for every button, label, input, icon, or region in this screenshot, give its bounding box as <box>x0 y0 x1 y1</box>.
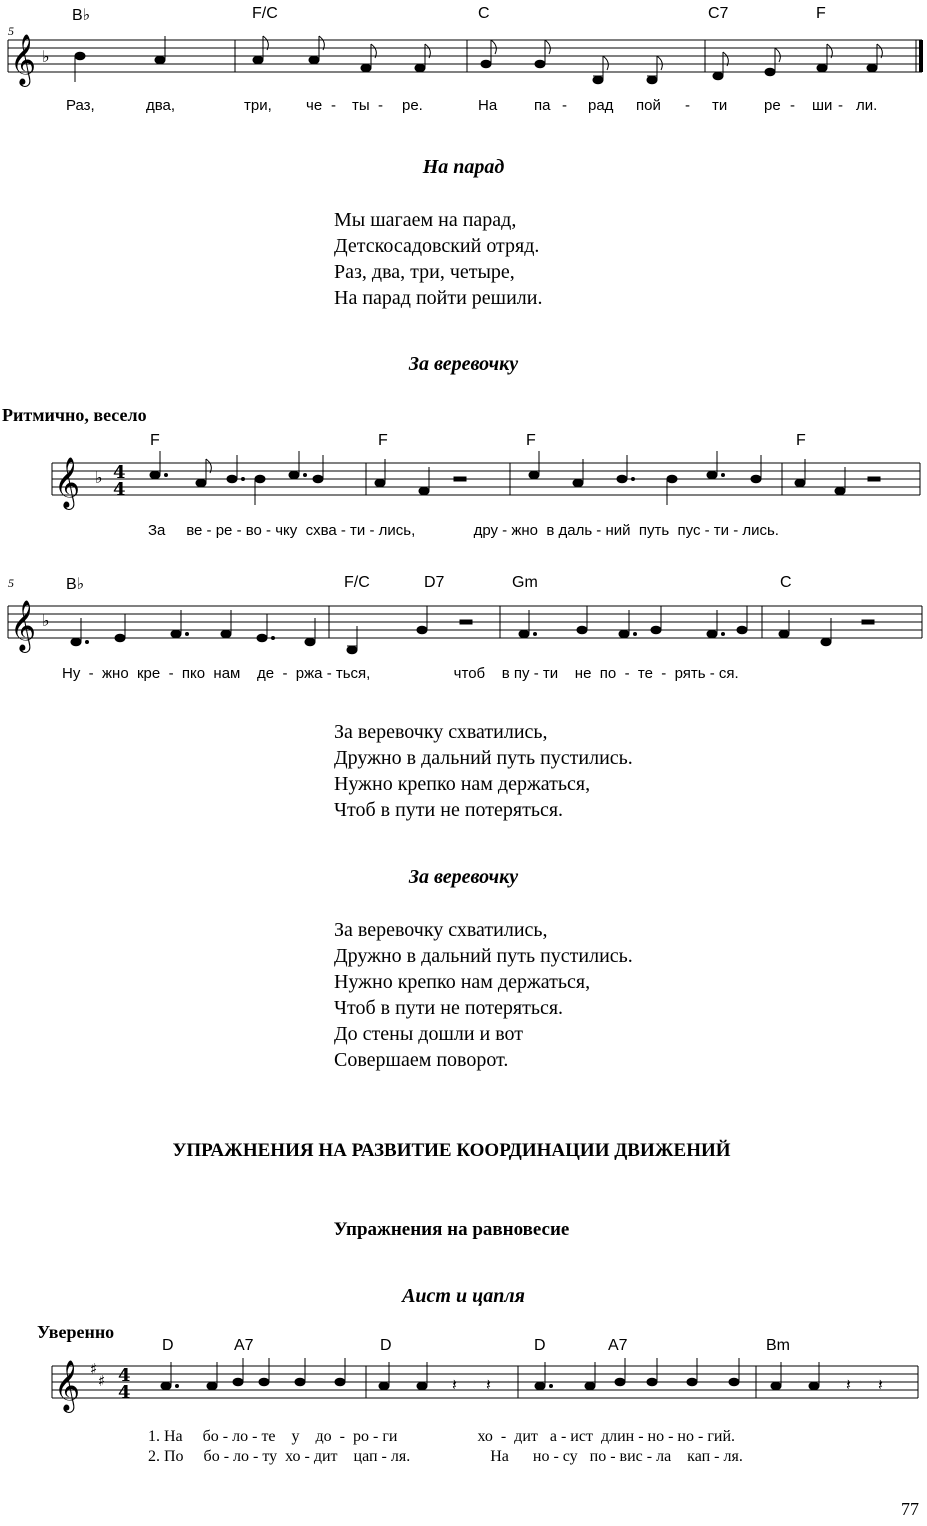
verse-line: Совершаем поворот. <box>334 1049 509 1071</box>
verse-line: Нужно крепко нам держаться, <box>334 971 591 993</box>
lyric-syllable: ре. <box>402 97 423 114</box>
svg-text:♭: ♭ <box>42 47 50 66</box>
svg-text:4: 4 <box>118 1382 131 1403</box>
lyric-syllable: - <box>331 97 336 114</box>
chord-symbol: C <box>780 574 792 591</box>
song-title: За веревочку <box>408 353 519 375</box>
page-number: 77 <box>901 1499 919 1519</box>
verse-line: Дружно в дальний путь пустились. <box>334 945 633 967</box>
measure-number: 5 <box>8 24 14 38</box>
chord-symbol: D <box>534 1337 546 1354</box>
svg-text:♯: ♯ <box>90 1360 98 1378</box>
svg-text:𝄽: 𝄽 <box>486 1375 491 1394</box>
lyric-syllable: рад <box>588 97 614 114</box>
chord-symbol: F/C <box>344 574 370 591</box>
verse-line: За веревочку схватились, <box>334 721 548 743</box>
lyric-syllable: ти <box>712 97 728 114</box>
svg-text:♯: ♯ <box>98 1372 106 1390</box>
lyric-syllable: два, <box>146 97 176 114</box>
chord-symbol: F/C <box>252 5 278 22</box>
section-subheading: Упражнения на равновесие <box>333 1219 570 1240</box>
lyrics-line: За ве - ре - во - чку схва - ти - лись, дру - жно в даль - ний путь пус - ти - лись. <box>148 522 779 539</box>
verse-line: Мы шагаем на парад, <box>334 209 517 231</box>
chord-symbol: F <box>816 5 826 22</box>
lyrics-line: 2. По бо - ло - ту хо - дит цап - ля. На но - су по - вис - ла кап - ля. <box>148 1448 743 1465</box>
chord-symbol: D7 <box>424 574 445 591</box>
music-staff <box>0 455 927 525</box>
chord-symbol: F <box>378 432 388 449</box>
measure-number: 5 <box>8 576 14 590</box>
chord-symbol: F <box>796 432 806 449</box>
song-verse <box>334 207 542 311</box>
music-staff <box>0 1360 927 1430</box>
verse-line: На парад пойти решили. <box>334 287 543 309</box>
svg-text:𝄽: 𝄽 <box>878 1375 883 1394</box>
lyric-syllable: ты <box>352 97 370 114</box>
lyric-syllable: че <box>306 97 323 114</box>
svg-text:𝄞: 𝄞 <box>10 34 37 85</box>
lyric-syllable: ре <box>764 97 781 114</box>
svg-text:𝄽: 𝄽 <box>846 1375 851 1394</box>
svg-text:𝄽: 𝄽 <box>452 1375 457 1394</box>
chord-symbol: B♭ <box>66 576 85 593</box>
song-title: На парад <box>422 156 505 178</box>
music-staff <box>0 598 927 668</box>
verse-line: Детскосадовский отряд. <box>334 235 540 257</box>
lyric-syllable: ши <box>812 97 833 114</box>
tempo-marking: Ритмично, весело <box>2 405 147 425</box>
verse-line: Чтоб в пути не потеряться. <box>334 799 564 821</box>
svg-text:4: 4 <box>118 1365 131 1386</box>
song-verse <box>334 917 633 1073</box>
verse-line: За веревочку схватились, <box>334 919 548 941</box>
lyric-syllable: - <box>685 97 690 114</box>
svg-text:♭: ♭ <box>95 468 103 487</box>
lyric-syllable: - <box>562 97 567 114</box>
svg-text:𝄞: 𝄞 <box>10 600 37 651</box>
tempo-marking: Уверенно <box>37 1322 115 1342</box>
verse-line: Дружно в дальний путь пустились. <box>334 747 633 769</box>
section-heading: УПРАЖНЕНИЯ НА РАЗВИТИЕ КООРДИНАЦИИ ДВИЖЕНИЙ <box>172 1140 731 1161</box>
verse-line: Чтоб в пути не потеряться. <box>334 997 564 1019</box>
svg-text:𝄞: 𝄞 <box>54 1360 81 1411</box>
lyric-syllable: - <box>378 97 383 114</box>
chord-symbol: Gm <box>512 574 538 591</box>
lyric-syllable: три, <box>244 97 272 114</box>
chord-symbol: F <box>150 432 160 449</box>
lyric-syllable: па <box>534 97 551 114</box>
music-staff <box>0 30 927 100</box>
lyric-syllable: Раз, <box>66 97 95 114</box>
chord-symbol: D <box>162 1337 174 1354</box>
chord-symbol: Bm <box>766 1337 790 1354</box>
verse-line: До стены дошли и вот <box>334 1023 524 1045</box>
chord-symbol: B♭ <box>72 7 91 24</box>
chord-symbol: A7 <box>234 1337 254 1354</box>
song-title: Аист и цапля <box>402 1285 525 1307</box>
lyric-syllable: На <box>478 97 498 114</box>
song-verse <box>334 719 633 823</box>
verse-line: Раз, два, три, четыре, <box>334 261 515 283</box>
lyric-syllable: пой <box>636 97 661 114</box>
chord-symbol: C7 <box>708 5 729 22</box>
lyrics-line: Ну - жно кре - пко нам де - ржа - ться, чтоб в пу - ти не по - те - рять - ся. <box>62 665 739 682</box>
lyric-syllable: - <box>838 97 843 114</box>
chord-symbol: C <box>478 5 490 22</box>
song-title: За веревочку <box>408 866 519 888</box>
svg-text:4: 4 <box>113 462 126 483</box>
verse-line: Нужно крепко нам держаться, <box>334 773 591 795</box>
svg-text:4: 4 <box>113 479 126 500</box>
lyric-syllable: ли. <box>856 97 878 114</box>
chord-symbol: D <box>380 1337 392 1354</box>
lyrics-line: 1. На бо - ло - те у до - ро - ги хо - дит а - ист длин - но - но - гий. <box>148 1428 735 1445</box>
chord-symbol: F <box>526 432 536 449</box>
svg-text:𝄞: 𝄞 <box>54 457 81 508</box>
svg-text:♭: ♭ <box>42 611 50 630</box>
chord-symbol: A7 <box>608 1337 628 1354</box>
lyric-syllable: - <box>790 97 795 114</box>
